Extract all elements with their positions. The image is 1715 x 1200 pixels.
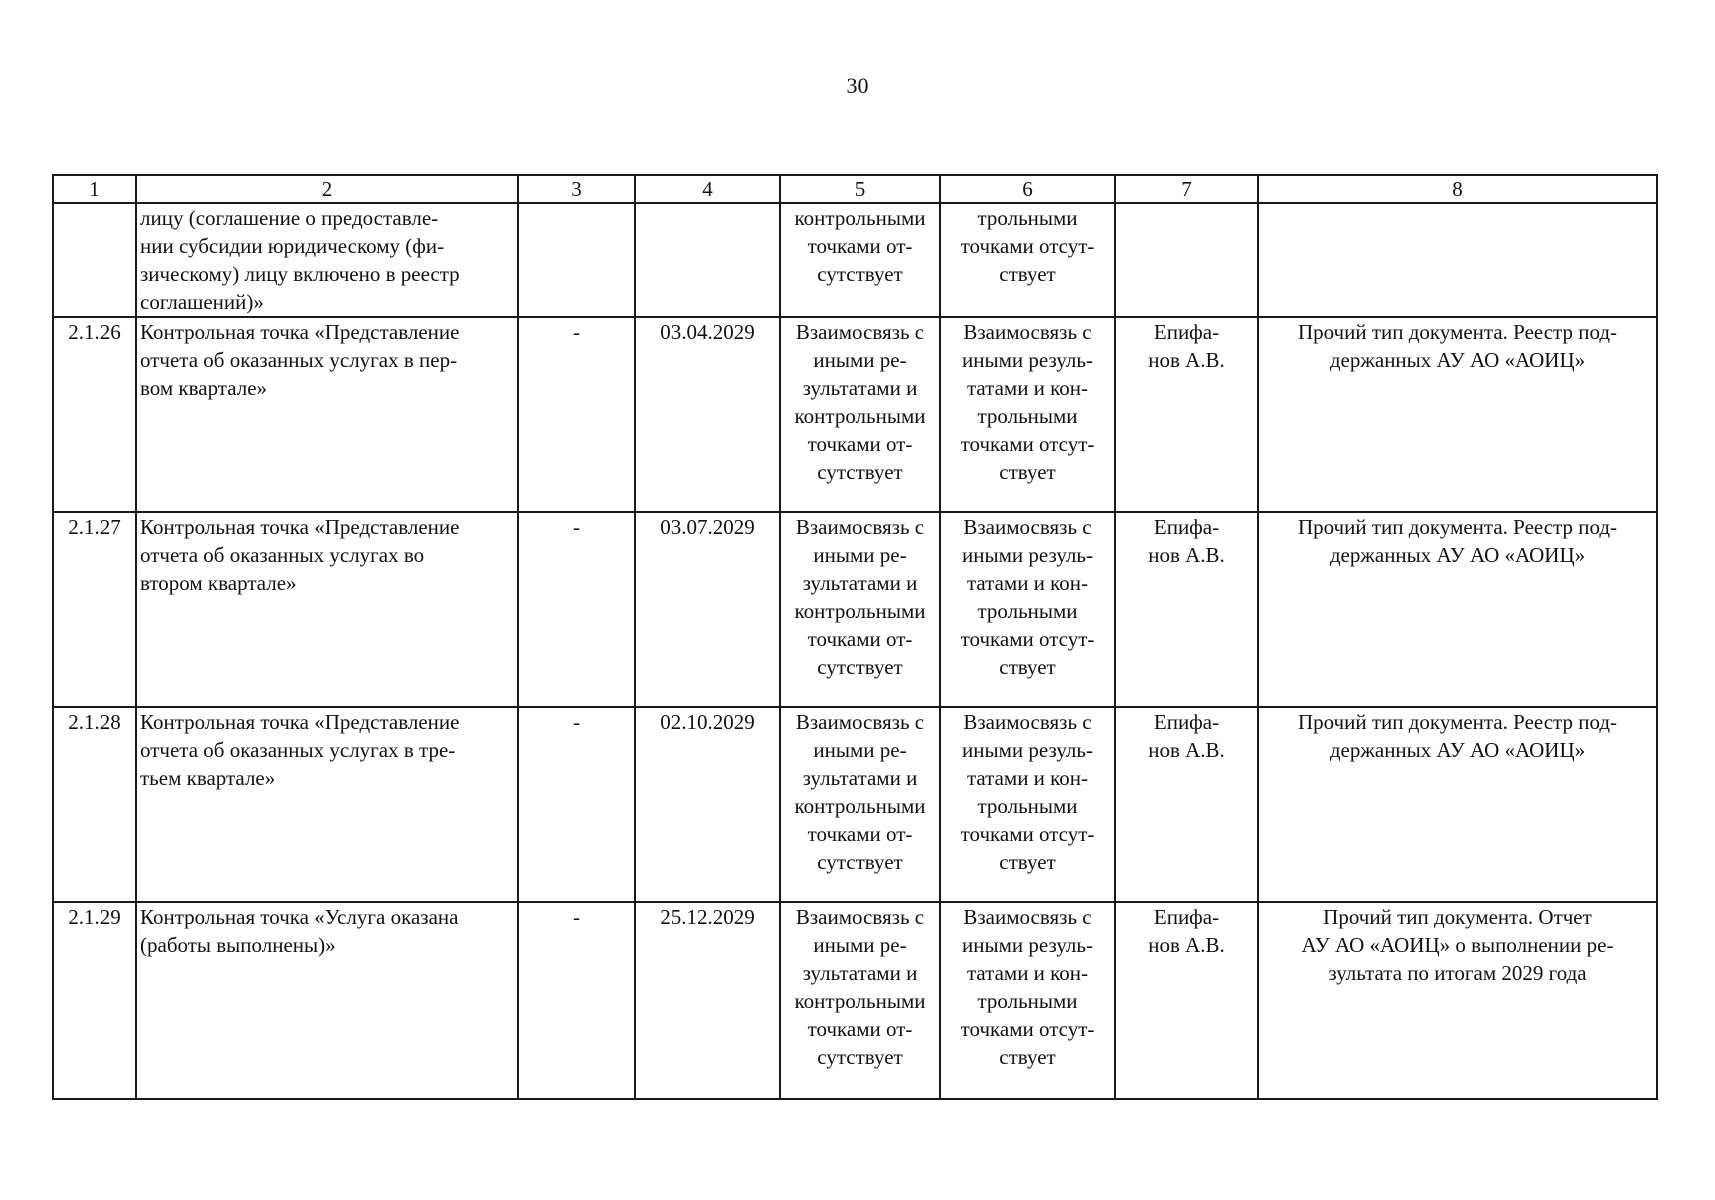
cell-document: Прочий тип документа. Реестр под- держанных АУ АО «АОИЦ»	[1258, 317, 1657, 512]
cell-relation-points: трольными точками отсут- ствует	[940, 203, 1115, 317]
cell-relation-results: Взаимосвязь с иными ре- зультатами и контрольными точками от- сутствует	[780, 317, 940, 512]
cell-responsible	[1115, 203, 1258, 317]
cell-col3: -	[518, 707, 635, 902]
cell-number: 2.1.27	[53, 512, 136, 707]
cell-responsible: Епифа- нов А.В.	[1115, 707, 1258, 902]
cell-col3: -	[518, 902, 635, 1099]
table-row	[53, 512, 1657, 707]
cell-number: 2.1.29	[53, 902, 136, 1099]
cell-date	[635, 203, 780, 317]
cell-description: лицу (соглашение о предоставле- нии субсидии юридическому (фи- зическому) лицу включено в реестр соглашений)»	[136, 203, 518, 317]
cell-document: Прочий тип документа. Отчет АУ АО «АОИЦ» о выполнении ре- зультата по итогам 2029 года	[1258, 902, 1657, 1099]
column-header: 6	[940, 175, 1115, 203]
cell-number	[53, 203, 136, 317]
cell-relation-results: Взаимосвязь с иными ре- зультатами и контрольными точками от- сутствует	[780, 512, 940, 707]
column-header: 5	[780, 175, 940, 203]
column-header: 8	[1258, 175, 1657, 203]
cell-date: 03.04.2029	[635, 317, 780, 512]
cell-col3	[518, 203, 635, 317]
cell-col3: -	[518, 317, 635, 512]
cell-date: 02.10.2029	[635, 707, 780, 902]
table-row	[53, 317, 1657, 512]
column-header: 2	[136, 175, 518, 203]
cell-responsible: Епифа- нов А.В.	[1115, 317, 1258, 512]
page-number: 30	[846, 73, 869, 98]
cell-relation-results: контрольными точками от- сутствует	[780, 203, 940, 317]
table-row	[53, 707, 1657, 902]
cell-document: Прочий тип документа. Реестр под- держанных АУ АО «АОИЦ»	[1258, 707, 1657, 902]
cell-responsible: Епифа- нов А.В.	[1115, 512, 1258, 707]
cell-col3: -	[518, 512, 635, 707]
cell-description: Контрольная точка «Представление отчета об оказанных услугах в тре- тьем квартале»	[136, 707, 518, 902]
table-row	[53, 902, 1657, 1099]
cell-number: 2.1.28	[53, 707, 136, 902]
cell-relation-points: Взаимосвязь с иными резуль- татами и кон- трольными точками отсут- ствует	[940, 902, 1115, 1099]
cell-relation-points: Взаимосвязь с иными резуль- татами и кон- трольными точками отсут- ствует	[940, 512, 1115, 707]
cell-description: Контрольная точка «Представление отчета об оказанных услугах во втором квартале»	[136, 512, 518, 707]
cell-relation-results: Взаимосвязь с иными ре- зультатами и контрольными точками от- сутствует	[780, 902, 940, 1099]
column-header: 1	[53, 175, 136, 203]
cell-date: 25.12.2029	[635, 902, 780, 1099]
control-points-table	[52, 174, 1658, 1100]
column-number-row	[53, 175, 1657, 203]
cell-description: Контрольная точка «Услуга оказана (работы выполнены)»	[136, 902, 518, 1099]
cell-number: 2.1.26	[53, 317, 136, 512]
cell-relation-results: Взаимосвязь с иными ре- зультатами и контрольными точками от- сутствует	[780, 707, 940, 902]
cell-relation-points: Взаимосвязь с иными резуль- татами и кон- трольными точками отсут- ствует	[940, 707, 1115, 902]
cell-relation-points: Взаимосвязь с иными резуль- татами и кон- трольными точками отсут- ствует	[940, 317, 1115, 512]
cell-responsible: Епифа- нов А.В.	[1115, 902, 1258, 1099]
table-row-continuation	[53, 203, 1657, 317]
column-header: 4	[635, 175, 780, 203]
column-header: 3	[518, 175, 635, 203]
cell-document	[1258, 203, 1657, 317]
cell-document: Прочий тип документа. Реестр под- держанных АУ АО «АОИЦ»	[1258, 512, 1657, 707]
column-header: 7	[1115, 175, 1258, 203]
cell-date: 03.07.2029	[635, 512, 780, 707]
cell-description: Контрольная точка «Представление отчета об оказанных услугах в пер- вом квартале»	[136, 317, 518, 512]
